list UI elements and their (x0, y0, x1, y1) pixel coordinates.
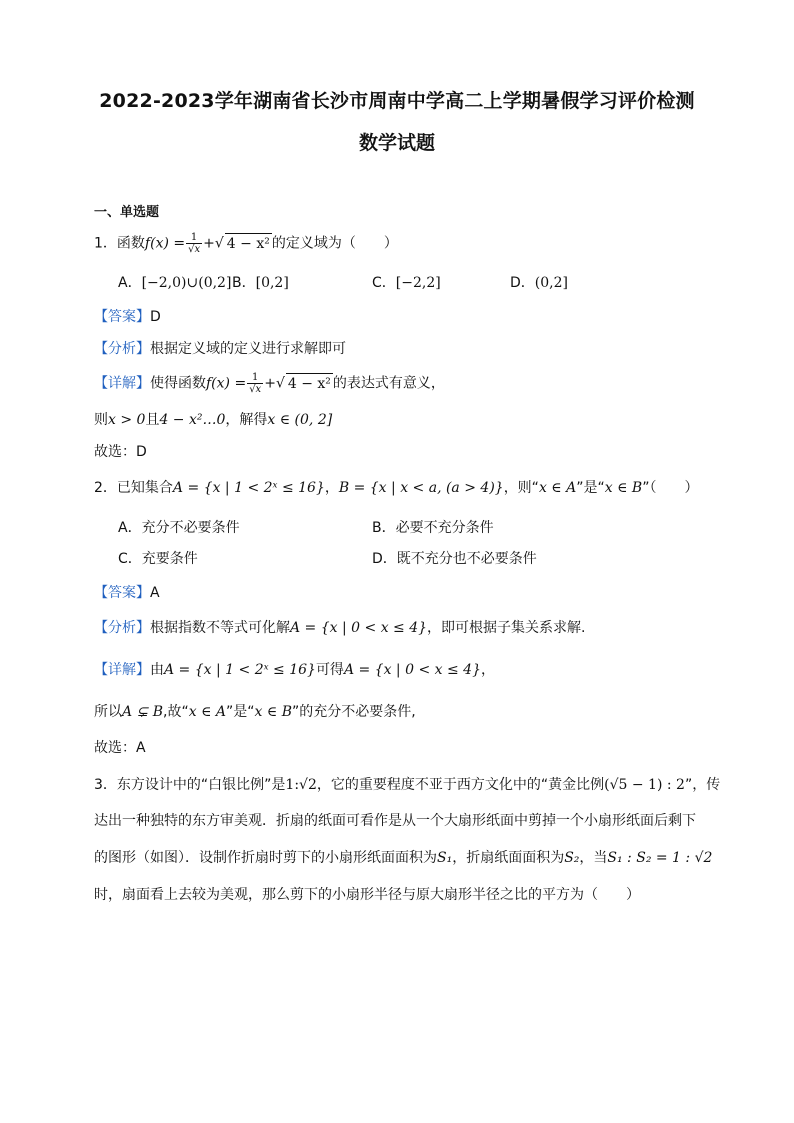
math-inline: x ∈ A (538, 480, 577, 496)
q2-option-a[interactable]: A．充分不必要条件 (118, 520, 240, 536)
text: 由 (150, 662, 164, 678)
question-3-line-1 (94, 775, 720, 795)
math-inline: (√5 − 1) : 2 (604, 777, 685, 793)
math-inline: A = {x | 0 < x ≤ 4} (290, 620, 428, 636)
sqrt-symbol: √ (275, 375, 285, 392)
text: 则 (94, 412, 108, 428)
fraction (247, 372, 263, 395)
q1-detail (94, 372, 445, 395)
plus-sign: + (203, 235, 215, 252)
math-inline: x ∈ A (188, 704, 227, 720)
fraction-denominator: √x (249, 384, 262, 395)
q2-conclusion (94, 702, 416, 722)
math-inline: x ∈ B (254, 704, 292, 720)
q2-option-b[interactable]: B．必要不充分条件 (372, 520, 494, 536)
q2-detail (94, 660, 495, 680)
q1-solution-line (94, 410, 332, 430)
answer-tag: 【答案】 (94, 585, 150, 601)
sqrt-symbol: √ (214, 235, 224, 252)
text: ”的充分不必要条件, (291, 704, 416, 720)
option-label: B． (232, 275, 256, 291)
q2-option-c[interactable]: C．充要条件 (118, 551, 198, 567)
math-inline: 1:√2 (285, 777, 317, 793)
math-inline: S₁ : S₂ = 1 : √2 (607, 850, 713, 866)
text: ,故“ (163, 704, 189, 720)
sqrt-content: 4 − x² (225, 233, 272, 254)
question-1-prefix: 1．函数 (94, 235, 145, 252)
text: ”是“ (576, 480, 605, 496)
q1-option-a[interactable] (118, 273, 231, 293)
q1-option-d[interactable] (510, 273, 568, 293)
answer-value: D (150, 309, 161, 325)
text: ， (324, 480, 339, 496)
question-1-suffix: 的定义域为（ ） (271, 235, 398, 252)
set-a: A = {x | 1 < 2ˣ ≤ 16} (172, 480, 325, 496)
text: ”（ ） (642, 480, 699, 496)
analysis-text: 根据定义域的定义进行求解即可 (150, 341, 346, 357)
analysis-tag: 【分析】 (94, 620, 150, 636)
sqrt-content: 4 − x² (286, 373, 333, 394)
analysis-text: 根据指数不等式可化解 (150, 620, 290, 636)
math-inline: A = {x | 0 < x ≤ 4} (343, 662, 481, 678)
q1-option-c[interactable] (372, 273, 441, 293)
document-subtitle: 数学试题 (358, 132, 435, 154)
question-3-line-2: 达出一种独特的东方审美观．折扇的纸面可看作是从一个大扇形纸面中剪掉一个小扇形纸面后剩下 (94, 813, 696, 829)
fraction-denominator: √x (188, 244, 201, 255)
text: ”是“ (226, 704, 255, 720)
q2-analysis (94, 618, 586, 638)
detail-text: 的表达式有意义， (332, 375, 445, 392)
q2-select: 故选：A (94, 740, 146, 756)
plus-sign: + (264, 375, 276, 392)
detail-tag: 【详解】 (94, 375, 150, 392)
q1-option-b[interactable] (232, 273, 289, 293)
question-2-stem (94, 478, 698, 498)
question-3-line-3 (94, 848, 712, 868)
fraction (186, 232, 202, 255)
text: ，折扇纸面面积为 (452, 850, 565, 866)
math-inline: 4 − x²…0 (159, 412, 226, 428)
text: 的图形（如图）．设制作折扇时剪下的小扇形纸面面积为 (94, 850, 437, 866)
analysis-text: ，即可根据子集关系求解. (427, 620, 586, 636)
function-expression: f(x) = (206, 375, 247, 392)
option-value: [−2,0)∪(0,2] (141, 275, 232, 291)
q2-option-d[interactable]: D．既不充分也不必要条件 (372, 551, 537, 567)
text: ，当 (579, 850, 608, 866)
math-inline: S₁ (437, 850, 453, 866)
fraction-numerator: 1 (247, 372, 263, 384)
q2-answer (94, 583, 160, 603)
text: 可得 (315, 662, 344, 678)
option-label: C． (372, 275, 396, 291)
text: 所以 (94, 704, 122, 720)
math-inline: A ⊊ B (122, 704, 164, 720)
set-b: B = {x | x < a, (a > 4)} (338, 480, 504, 496)
question-1-stem (94, 232, 398, 255)
math-inline: x ∈ B (604, 480, 643, 496)
section-heading: 一、单选题 (94, 205, 160, 220)
text: ，它的重要程度不亚于西方文化中的“黄金比例 (316, 777, 605, 793)
option-value: (0,2] (534, 275, 568, 291)
detail-text: 使得函数 (150, 375, 206, 392)
q1-answer (94, 307, 161, 327)
text: ， (480, 662, 495, 678)
fraction-numerator: 1 (186, 232, 202, 244)
answer-value: A (150, 585, 160, 601)
analysis-tag: 【分析】 (94, 341, 150, 357)
q1-select: 故选：D (94, 444, 147, 460)
function-expression: f(x) = (144, 235, 186, 252)
document-title: 2022-2023学年湖南省长沙市周南中学高二上学期暑假学习评价检测 (99, 90, 695, 112)
math-inline: x > 0 (108, 412, 146, 428)
text: ，解得 (225, 412, 268, 428)
text: 且 (145, 412, 160, 428)
text: ”，传 (684, 777, 721, 793)
math-inline: S₂ (564, 850, 580, 866)
option-label: A． (118, 275, 142, 291)
text: 3．东方设计中的“白银比例”是 (94, 777, 286, 793)
math-inline: x ∈ (0, 2] (267, 412, 333, 428)
text: ，则“ (503, 480, 539, 496)
q1-analysis (94, 339, 346, 359)
math-inline: A = {x | 1 < 2ˣ ≤ 16} (164, 662, 316, 678)
answer-tag: 【答案】 (94, 309, 150, 325)
option-label: D． (510, 275, 535, 291)
detail-tag: 【详解】 (94, 662, 150, 678)
option-value: [0,2] (255, 275, 289, 291)
option-value: [−2,2] (395, 275, 441, 291)
question-2-prefix: 2．已知集合 (94, 480, 173, 496)
question-3-line-4: 时，扇面看上去较为美观，那么剪下的小扇形半径与原大扇形半径之比的平方为（ ） (94, 887, 640, 903)
